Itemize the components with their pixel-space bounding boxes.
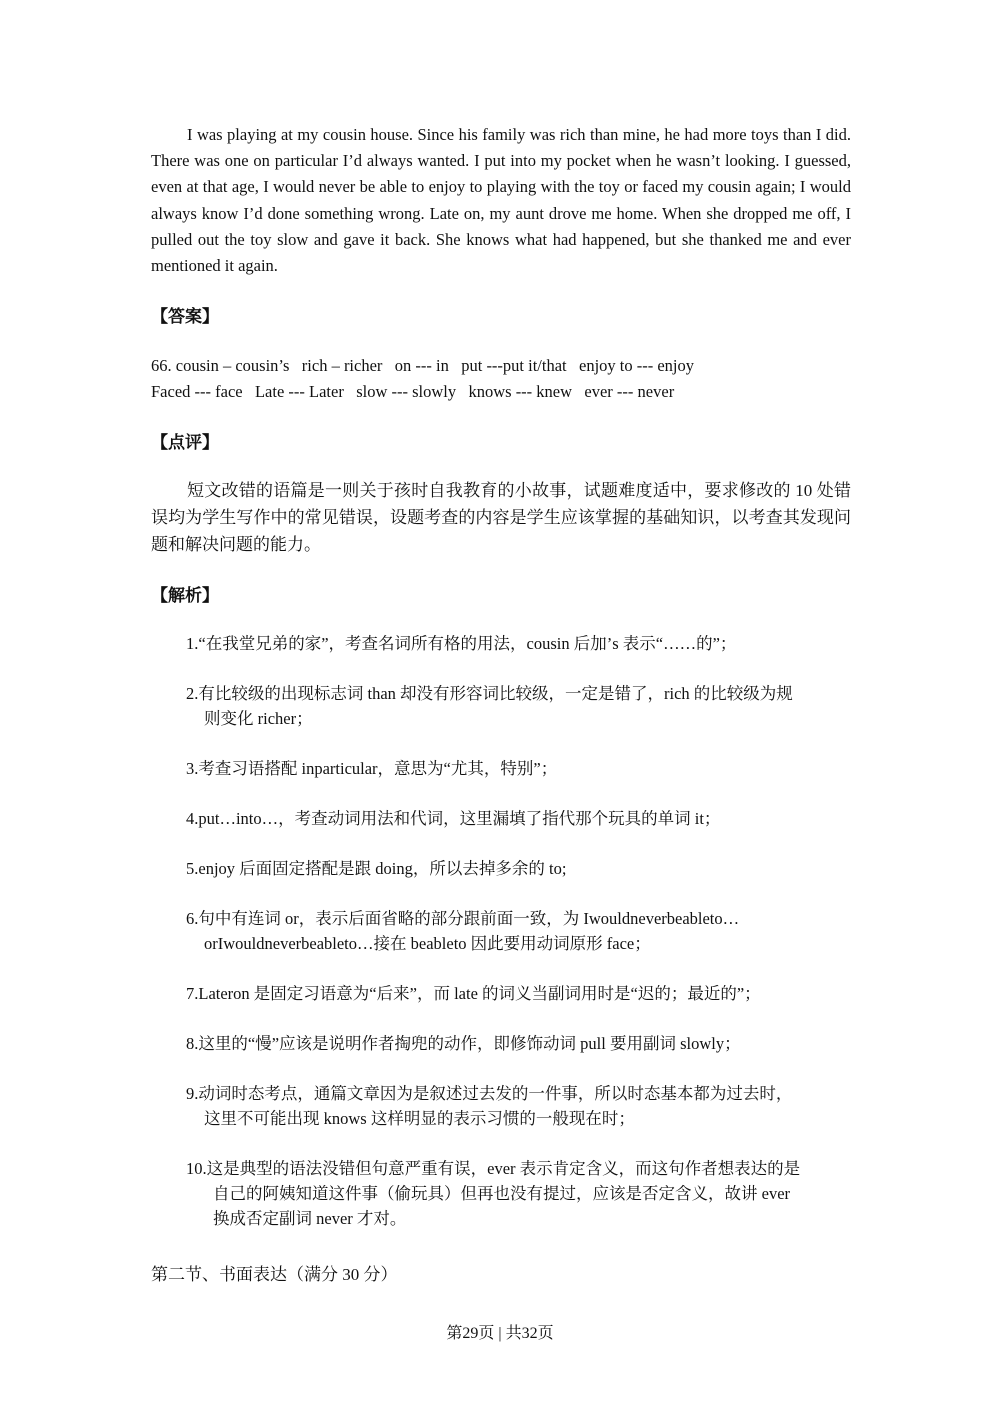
analysis-item-5 — [186, 856, 846, 881]
analysis-item-6-cont: orIwouldneverbeableto…接在 beableto 因此要用动词原形 face； — [204, 934, 651, 953]
analysis-item-3 — [186, 756, 846, 781]
analysis-item-9-cont: 这里不可能出现 knows 这样明显的表示习惯的一般现在时； — [204, 1109, 635, 1128]
analysis-item-9-text: 9.动词时态考点，通篇文章因为是叙述过去发的一件事，所以时态基本都为过去时， — [186, 1084, 793, 1103]
analysis-item-10 — [186, 1156, 846, 1231]
analysis-item-1-text: 1.“在我堂兄弟的家”，考查名词所有格的用法，cousin 后加’s 表示“……的”； — [186, 634, 737, 653]
passage-paragraph: I was playing at my cousin house. Since his family was rich than mine, he had more toys than I did. There was one on particular I’d always wanted. I put into my pocket when he wasn’t looking. I guessed, even at that age, I would never be able to enjoy to playing with the toy or faced my cousin again; I would always know I’d done something wrong. Late on, my aunt drove me home. When she dropped me off, I pulled out the toy slow and gave it back. She knows what had happened, but she thanked me and ever mentioned it again. — [151, 125, 851, 276]
analysis-item-1 — [186, 631, 846, 656]
analysis-item-4-text: 4.put…into…，考查动词用法和代词，这里漏填了指代那个玩具的单词 it； — [186, 809, 721, 828]
analysis-heading: 【解析】 — [151, 586, 219, 606]
analysis-item-7 — [186, 981, 846, 1006]
analysis-item-7-text: 7.Lateron 是固定习语意为“后来”，而 late 的词义当副词用时是“迟的；最近的”； — [186, 984, 761, 1003]
page-footer: 第29页 | 共32页 — [446, 1325, 554, 1342]
answer-heading: 【答案】 — [151, 307, 219, 327]
analysis-item-2-text: 2.有比较级的出现标志词 than 却没有形容词比较级，一定是错了，rich 的比较级为规 — [186, 684, 793, 703]
analysis-item-6-text: 6.句中有连词 or，表示后面省略的部分跟前面一致，为 Iwouldneverbeableto… — [186, 909, 740, 928]
answer-line-2: Faced --- face Late --- Later slow --- slowly knows --- knew ever --- never — [151, 382, 675, 401]
analysis-item-2 — [186, 681, 846, 731]
analysis-item-10-text: 10.这是典型的语法没错但句意严重有误，ever 表示肯定含义，而这句作者想表达的是 — [186, 1159, 801, 1178]
analysis-item-4 — [186, 806, 846, 831]
analysis-item-3-text: 3.考查习语搭配 inparticular，意思为“尤其，特别”； — [186, 759, 558, 778]
analysis-item-9 — [186, 1081, 846, 1131]
analysis-item-2-cont: 则变化 richer； — [204, 709, 313, 728]
comment-paragraph: 短文改错的语篇是一则关于孩时自我教育的小故事，试题难度适中，要求修改的 10 处错误均为学生写作中的常见错误，设题考查的内容是学生应该掌握的基础知识，以考查其发现问题和解决问题的能力。 — [151, 481, 851, 554]
analysis-item-5-text: 5.enjoy 后面固定搭配是跟 doing，所以去掉多余的 to; — [186, 859, 567, 878]
analysis-item-8 — [186, 1031, 846, 1056]
section-title: 第二节、书面表达（满分 30 分） — [151, 1265, 398, 1284]
answer-line-1: 66. cousin – cousin’s rich – richer on --- in put ---put it/that enjoy to --- enjoy — [151, 356, 695, 375]
comment-heading: 【点评】 — [151, 433, 219, 453]
analysis-item-6 — [186, 906, 846, 956]
analysis-item-10-cont-1: 自己的阿姨知道这件事（偷玩具）但再也没有提过，应该是否定含义，故讲 ever — [213, 1184, 791, 1203]
analysis-item-8-text: 8.这里的“慢”应该是说明作者掏兜的动作，即修饰动词 pull 要用副词 slowly； — [186, 1034, 741, 1053]
analysis-item-10-cont-2: 换成否定副词 never 才对。 — [213, 1209, 407, 1228]
